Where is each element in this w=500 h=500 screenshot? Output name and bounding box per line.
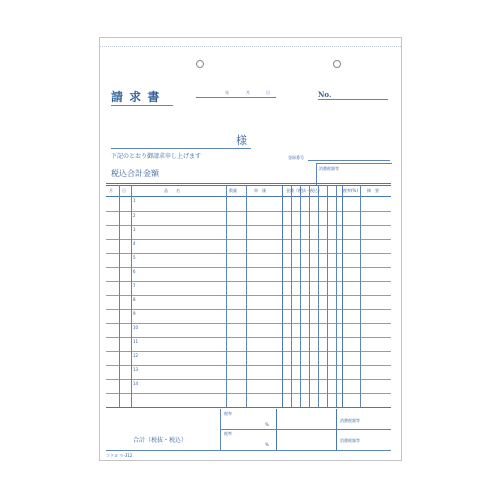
addressee-underline: [111, 148, 251, 149]
side-box-top: [316, 163, 392, 164]
total-label: 税込合計金額: [111, 169, 159, 178]
percent-1: %: [265, 422, 269, 427]
col-taxrate-header: 税率(%): [343, 188, 358, 193]
product-code: コクヨ ウ-312: [106, 453, 133, 458]
invoice-sheet: [99, 37, 402, 461]
invoice-title: 請 求 書: [111, 90, 161, 104]
row-number: 2: [133, 213, 136, 218]
registration-underline: [308, 160, 390, 161]
items-table: [106, 185, 391, 411]
perforation-line: [100, 46, 401, 47]
row-number: 6: [133, 269, 136, 274]
subtotal-label: 合計（税抜・税込）: [133, 437, 188, 444]
date-underline: [196, 97, 276, 98]
col-month-header: 月: [109, 188, 113, 193]
date-month-mark: 月: [246, 90, 250, 95]
side-box-label: 消費税額等: [319, 166, 339, 171]
col-amount-header: 金額（税抜・税込）: [286, 188, 322, 193]
date-day-mark: 日: [266, 90, 270, 95]
row-number: 8: [133, 297, 136, 302]
number-underline: [318, 99, 388, 100]
col-qty-header: 数量: [229, 188, 237, 193]
number-label: No.: [318, 90, 332, 99]
col-remarks-header: 摘 要: [367, 188, 379, 193]
row-number: 4: [133, 241, 136, 246]
col-item-header: 品 名: [164, 188, 180, 193]
row-number: 1: [133, 198, 136, 203]
row-number: 3: [133, 227, 136, 232]
col-unit-header: 単 価: [254, 188, 266, 193]
row-number: 13: [133, 367, 139, 372]
row-number: 9: [133, 311, 136, 316]
addressee-honorific: 様: [236, 134, 247, 147]
footer-bottom-line: [106, 450, 391, 451]
date-year-mark: 年: [225, 90, 229, 95]
rate-label-1: 税率: [224, 411, 232, 416]
tax-amount-label-1: 消費税額等: [340, 418, 360, 423]
col-day-header: 日: [122, 188, 126, 193]
row-number: 10: [133, 325, 139, 330]
percent-2: %: [265, 442, 269, 447]
row-number: 12: [133, 353, 139, 358]
side-box-left: [316, 163, 317, 185]
total-line: [106, 183, 391, 184]
row-number: 11: [133, 339, 139, 344]
statement-text: 下記のとおり御請求申し上げます: [111, 153, 202, 160]
row-number: 5: [133, 255, 136, 260]
title-underline: [111, 105, 173, 106]
row-number: 14: [133, 381, 139, 386]
registration-label: 登録番号: [288, 155, 304, 160]
tax-amount-label-2: 消費税額等: [340, 438, 360, 443]
binding-hole-right: [333, 60, 341, 68]
row-number: 7: [133, 283, 136, 288]
rate-label-2: 税率: [224, 431, 232, 436]
binding-hole-left: [196, 60, 204, 68]
footer-mid-line: [220, 429, 391, 430]
